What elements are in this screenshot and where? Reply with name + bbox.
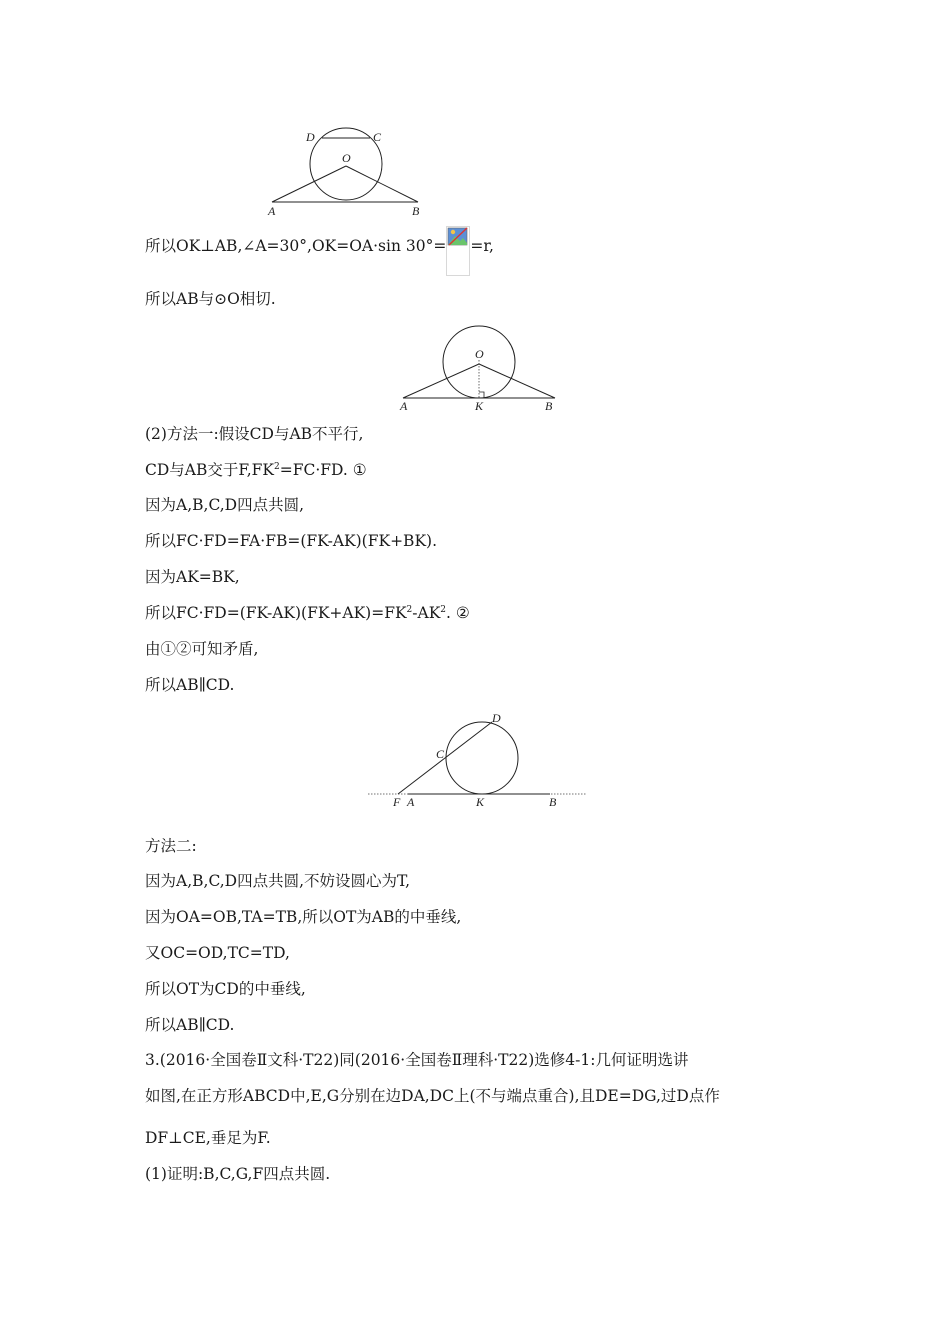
text-line-16: 所以AB∥CD. bbox=[145, 1016, 235, 1034]
text-line-15: 所以OT为CD的中垂线, bbox=[145, 980, 306, 998]
figure-tangent-circle bbox=[395, 318, 565, 418]
segment-ob bbox=[479, 364, 555, 398]
segment-oa bbox=[403, 364, 479, 398]
label-k: K bbox=[475, 399, 484, 413]
right-angle-mark bbox=[479, 392, 484, 398]
text-line-1: 所以OK⊥AB,∠A=30°,OK=OA·sin 30°= =r, bbox=[145, 236, 494, 286]
label-b: B bbox=[549, 795, 557, 809]
figure-secant-circle bbox=[365, 708, 590, 813]
label-a: A bbox=[407, 795, 415, 809]
text-line-13: 因为OA=OB,TA=TB,所以OT为AB的中垂线, bbox=[145, 908, 462, 926]
label-o: O bbox=[475, 347, 484, 361]
label-f: F bbox=[393, 795, 401, 809]
broken-image-icon bbox=[446, 226, 470, 276]
figure-circle-chord bbox=[260, 120, 460, 220]
text-line-11: 方法二: bbox=[145, 837, 197, 855]
problem-3-header: 3.(2016·全国卷Ⅱ文科·T22)同(2016·全国卷Ⅱ理科·T22)选修4-1:几何证明选讲 bbox=[145, 1051, 689, 1069]
label-o: O bbox=[342, 151, 351, 165]
label-a: A bbox=[400, 399, 408, 413]
label-c: C bbox=[373, 130, 382, 144]
text-line-5: 因为A,B,C,D四点共圆, bbox=[145, 496, 305, 514]
segment-ob bbox=[346, 166, 418, 202]
text-line-12: 因为A,B,C,D四点共圆,不妨设圆心为T, bbox=[145, 872, 411, 890]
label-a: A bbox=[268, 204, 276, 218]
segment-oa bbox=[272, 166, 346, 202]
label-d: D bbox=[306, 130, 315, 144]
text-line-3: (2)方法一:假设CD与AB不平行, bbox=[145, 425, 364, 443]
secant-fd bbox=[398, 722, 492, 794]
text-line-9: 由①②可知矛盾, bbox=[145, 640, 259, 658]
problem-3-statement-1: 如图,在正方形ABCD中,E,G分别在边DA,DC上(不与端点重合),且DE=DG,过D点作 bbox=[145, 1087, 720, 1105]
label-c: C bbox=[436, 747, 445, 761]
problem-3-part-1: (1)证明:B,C,G,F四点共圆. bbox=[145, 1165, 331, 1183]
circle bbox=[446, 722, 518, 794]
problem-3-statement-2: DF⊥CE,垂足为F. bbox=[145, 1129, 271, 1147]
text-line-6: 所以FC·FD=FA·FB=(FK-AK)(FK+BK). bbox=[145, 532, 437, 550]
text-line-10: 所以AB∥CD. bbox=[145, 676, 235, 694]
text-line-2: 所以AB与⊙O相切. bbox=[145, 290, 276, 308]
label-b: B bbox=[545, 399, 553, 413]
label-b: B bbox=[412, 204, 420, 218]
text-line-8: 所以$FC\cdot FD=(FK-AK)(FK+AK)=FK^2-AK^2$. ② bbox=[145, 604, 470, 622]
text-line-7: 因为AK=BK, bbox=[145, 568, 240, 586]
label-d: D bbox=[492, 711, 501, 725]
text-line-14: 又OC=OD,TC=TD, bbox=[145, 944, 290, 962]
label-k: K bbox=[476, 795, 485, 809]
text-line-4: CD与AB交于$F,FK^2=FC\cdot FD$. ① bbox=[145, 461, 367, 479]
